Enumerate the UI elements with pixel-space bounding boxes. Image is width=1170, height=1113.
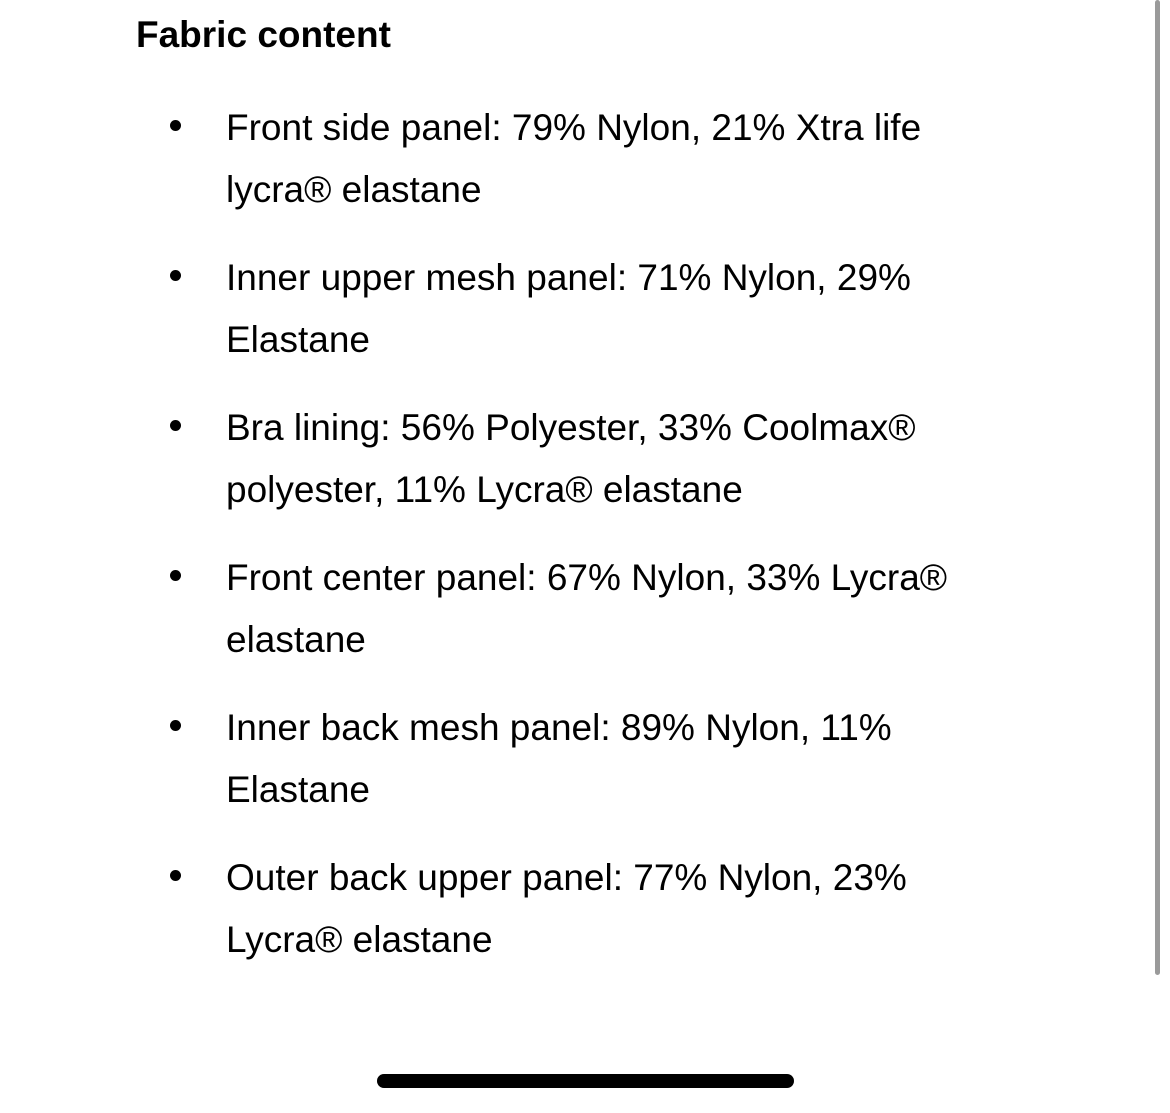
list-item-text: Bra lining: 56% Polyester, 33% Coolmax® polyester, 11% Lycra® elastane xyxy=(226,407,916,510)
section-title: Fabric content xyxy=(136,14,391,55)
list-item-text: Outer back upper panel: 77% Nylon, 23% Lycra® elastane xyxy=(226,857,907,960)
bullet-icon xyxy=(170,570,181,581)
list-item-text: Front side panel: 79% Nylon, 21% Xtra life lycra® elastane xyxy=(226,107,922,210)
list-item xyxy=(136,397,1066,547)
list-item xyxy=(136,697,1066,847)
list-item-text: Inner back mesh panel: 89% Nylon, 11% Elastane xyxy=(226,707,892,810)
list-item xyxy=(136,847,1066,997)
list-item-text: Inner upper mesh panel: 71% Nylon, 29% Elastane xyxy=(226,257,911,360)
bullet-icon xyxy=(170,870,181,881)
list-item xyxy=(136,247,1066,397)
bullet-icon xyxy=(170,420,181,431)
home-indicator[interactable] xyxy=(377,1074,794,1088)
bullet-icon xyxy=(170,270,181,281)
scrollbar[interactable] xyxy=(1155,0,1160,975)
fabric-content-list xyxy=(136,97,1066,997)
bullet-icon xyxy=(170,720,181,731)
list-item xyxy=(136,97,1066,247)
bullet-icon xyxy=(170,120,181,131)
list-item xyxy=(136,547,1066,697)
list-item-text: Front center panel: 67% Nylon, 33% Lycra® elastane xyxy=(226,557,948,660)
